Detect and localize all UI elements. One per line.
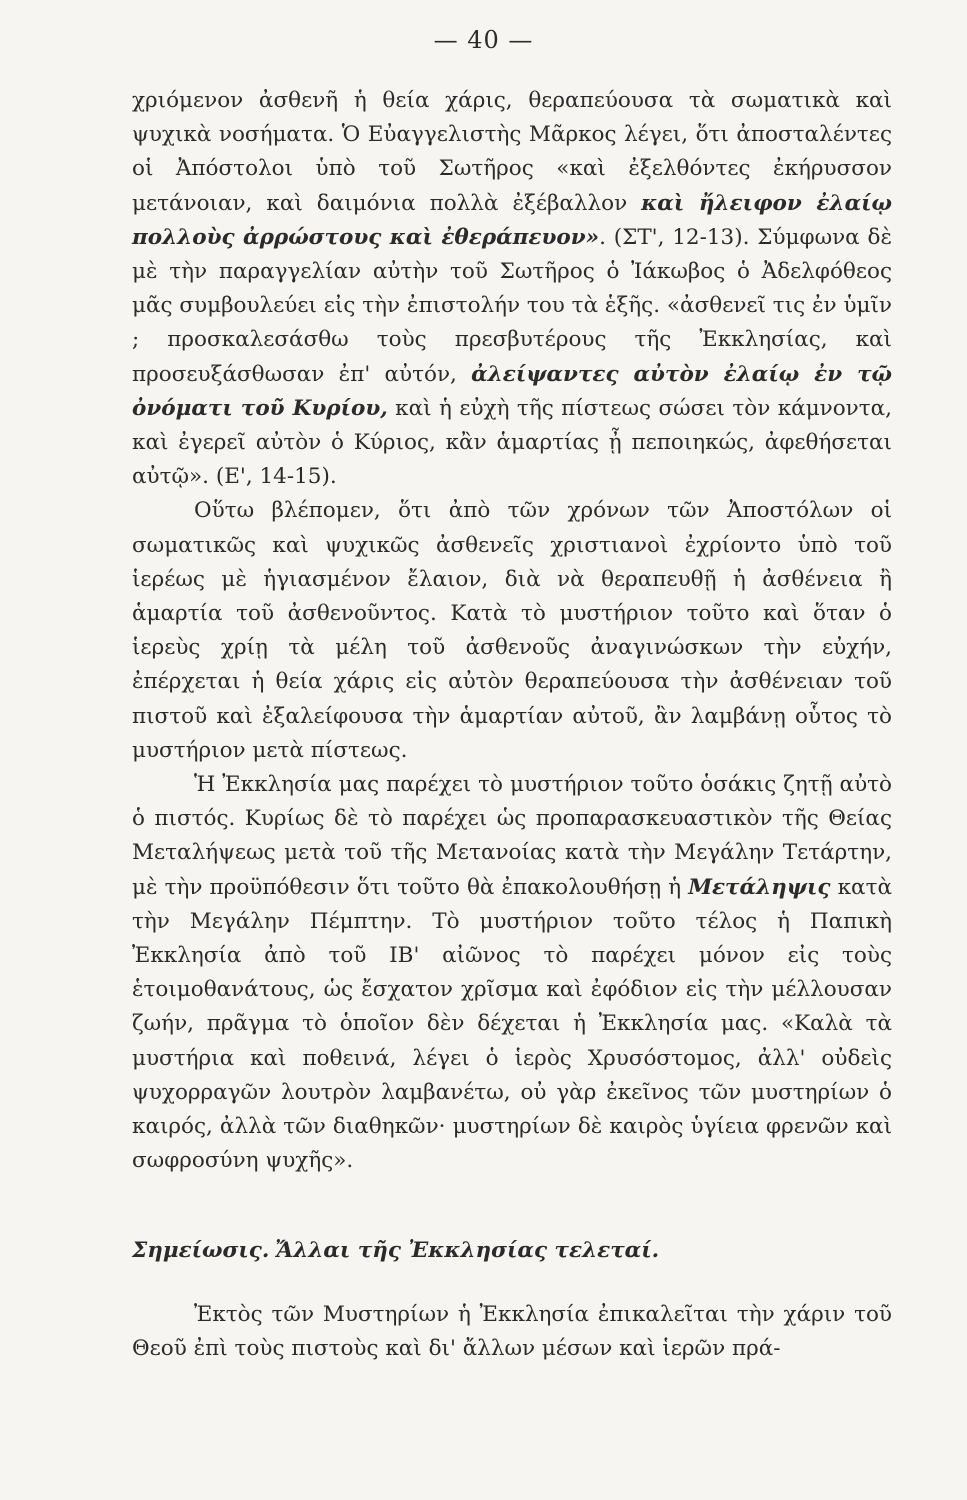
text-segment: χριόμενον ἀσθενῆ ἡ θεία χάρις, θεραπεύουσα τὰ σωματικὰ καὶ ψυχικὰ νοσήματα. Ὁ Εὐαγγελιστὴς Μᾶρκος λέγει, ὅτι ἀποσταλέντες οἱ Ἀπόστολοι ὑπὸ τοῦ Σωτῆρος «καὶ ἐξελθόντες ἐκήρυσσον μετάνοιαν, καὶ δαιμόνια πολλὰ ἐξέβαλλον xyxy=(132,88,892,216)
bold-italic-quote: ἀλείψαντες αὐτὸν ἐλαίῳ ἐν τῷ ὀνόματι τοῦ Κυρίου, xyxy=(132,361,893,421)
paragraph-final: Ἐκτὸς τῶν Μυστηρίων ἡ Ἐκκλησία ἐπικαλεῖται τὴν χάριν τοῦ Θεοῦ ἐπὶ τοὺς πιστοὺς καὶ δι' ἄλλων μέσων καὶ ἱερῶν πρά- xyxy=(132,1302,892,1362)
paragraph-1 xyxy=(132,84,892,494)
page-number: — 40 — xyxy=(433,26,534,54)
note-heading xyxy=(132,1234,892,1268)
text-segment: κατὰ τὴν Μεγάλην Πέμπτην. Τὸ μυστήριον τοῦτο τέλος ἡ Παπικὴ Ἐκκλησία ἀπὸ τοῦ ΙΒ' αἰῶνος τὸ παρέχει μόνον εἰς τοὺς ἑτοιμοθανάτους, ὡς ἔσχατον χρῖσμα καὶ ἐφόδιον εἰς τὴν μέλλουσαν ζωήν, πρᾶγμα τὸ ὁποῖον δὲν δέχεται ἡ Ἐκκλησία μας. «Καλὰ τὰ μυστήρια καὶ ποθεινά, λέγει ὁ ἱερὸς Χρυσόστομος, ἀλλ' οὐδεὶς ψυχορραγῶν λουτρὸν λαμβανέτω, οὐ γὰρ ἐκεῖνος τῶν μυστηρίων ὁ καιρός, ἀλλὰ τῶν διαθηκῶν· μυστηρίων δὲ καιρὸς ὑγίεια φρενῶν καὶ σωφροσύνη ψυχῆς». xyxy=(132,874,892,1174)
text-segment: καὶ ἡ εὐχὴ τῆς πίστεως σώσει τὸν κάμνοντα, καὶ ἐγερεῖ αὐτὸν ὁ Κύριος, κἂν ἁμαρτίας ᾖ πεποιηκώς, ἀφεθήσεται αὐτῷ». (Ε', 14-15). xyxy=(132,395,892,490)
bold-italic-term: Μετάληψις xyxy=(688,874,831,900)
text-segment: . (ΣΤ', 12-13). Σύμφωνα δὲ μὲ τὴν παραγγελίαν αὐτὴν τοῦ Σωτῆρος ὁ Ἰάκωβος ὁ Ἀδελφόθεος μᾶς συμβουλεύει εἰς τὴν ἐπιστολήν του τὰ ἑξῆς. «ἀσθενεῖ τις ἐν ὑμῖν ; προσκαλεσάσθω τοὺς πρεσβυτέρους τῆς Ἐκκλησίας, καὶ προσευξάσθωσαν ἐπ' αὐτόν, xyxy=(132,224,892,387)
text-segment: Ἡ Ἐκκλησία μας παρέχει τὸ μυστήριον τοῦτο ὁσάκις ζητῇ αὐτὸ ὁ πιστός. Κυρίως δὲ τὸ παρέχει ὡς προπαρασκευαστικὸν τῆς Θείας Μεταλήψεως μετὰ τοῦ τῆς Μετανοίας κατὰ τὴν Μεγάλην Τετάρτην, μὲ τὴν προϋπόθεσιν ὅτι τοῦτο θὰ ἐπακολουθήσῃ ἡ xyxy=(132,772,892,900)
final-text xyxy=(132,1298,892,1366)
text-segment: Οὕτω βλέπομεν, ὅτι ἀπὸ τῶν χρόνων τῶν Ἀποστόλων οἱ σωματικῶς καὶ ψυχικῶς ἀσθενεῖς χριστιανοὶ ἐχρίοντο ὑπὸ τοῦ ἱερέως μὲ ἡγιασμένον ἔλαιον, διὰ νὰ θεραπευθῇ ἡ ἀσθένεια ἢ ἁμαρτία τοῦ ἀσθενοῦντος. Κατὰ τὸ μυστήριον τοῦτο καὶ ὅταν ὁ ἱερεὺς χρίῃ τὰ μέλη τοῦ ἀσθενοῦς ἀναγινώσκων τὴν εὐχήν, ἐπέρχεται ἡ θεία χάρις εἰς αὐτὸν θεραπεύουσα τὴν ἀσθένειαν τοῦ πιστοῦ καὶ ἐξαλείφουσα τὴν ἁμαρτίαν αὐτοῦ, ἂν λαμβάνῃ οὗτος τὸ μυστήριον μετὰ πίστεως. xyxy=(132,498,892,763)
paragraph-2 xyxy=(132,494,892,768)
note-label: Σημείωσις. xyxy=(132,1238,270,1263)
paragraph-3 xyxy=(132,768,892,1178)
main-text xyxy=(132,84,892,1179)
note-title: Ἄλλαι τῆς Ἐκκλησίας τελεταί. xyxy=(275,1238,660,1263)
bold-italic-quote: καὶ ἤλειφον ἐλαίῳ πολλοὺς ἀρρώστους καὶ ἐθεράπευον» xyxy=(132,190,892,250)
